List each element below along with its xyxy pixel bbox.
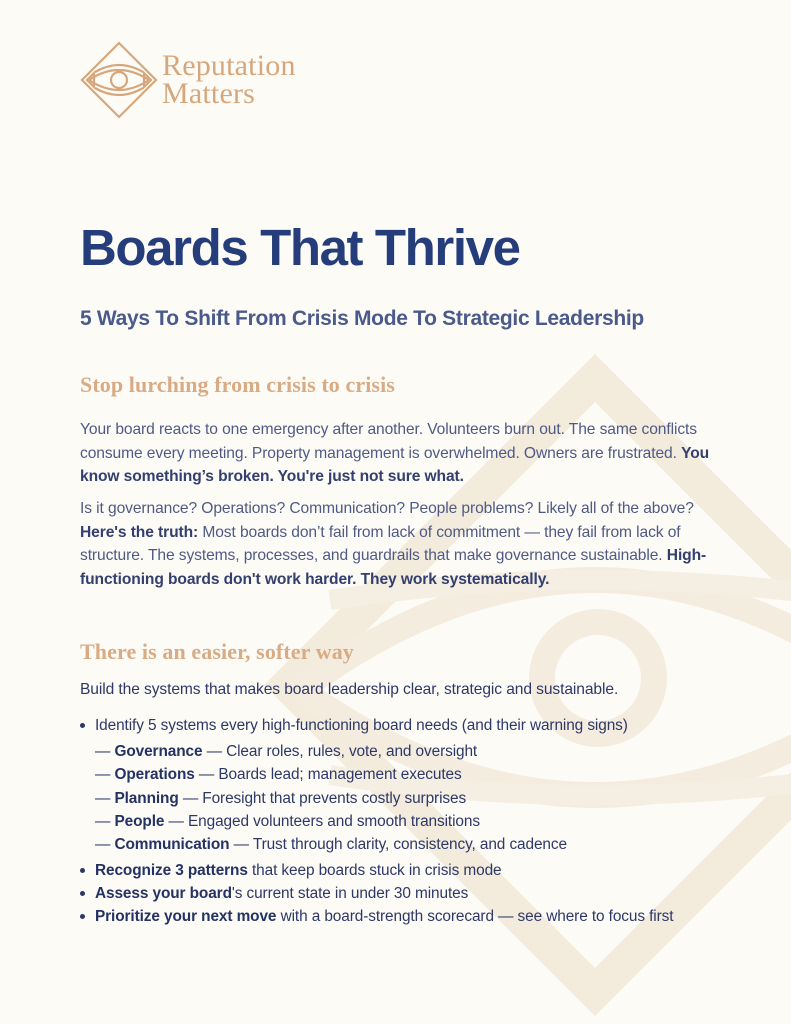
sublist-item-text: — Engaged volunteers and smooth transitions [164,812,480,830]
sublist-item-text: — Trust through clarity, consistency, and cadence [229,836,567,854]
brand-name-line2: Matters [162,77,256,110]
sublist-item-governance [95,740,673,763]
paragraph-text: Is it governance? Operations? Communication? People problems? Likely all of the above? [80,500,694,517]
dash-icon: — [95,743,115,760]
sublist-item-people [95,810,673,833]
dash-icon: — [95,812,115,830]
brand-name [162,49,296,110]
sublist-item-text: — Boards lead; management executes [194,766,462,784]
section-heading-easier-way: There is an easier, softer way [80,639,354,664]
sublist-item-communication [95,833,673,856]
list-item [80,714,673,856]
sublist-item-label: Governance [114,743,203,760]
sublist-item-planning [95,787,673,810]
sublist-item-text: — Foresight that prevents costly surprises [178,789,467,807]
brand-name-line1: Reputation [162,49,296,82]
bullet-icon [80,723,85,728]
benefits-list [80,714,673,928]
list-item-emphasis: Prioritize your next move [95,908,277,926]
brand-logo [79,40,296,120]
section-lead-text: Build the systems that makes board leadership clear, strategic and sustainable. [80,681,619,698]
sublist-item-operations [95,763,673,786]
sublist-item-label: Communication [114,836,230,854]
sublist-item-label: Planning [114,789,179,807]
section-heading-crisis: Stop lurching from crisis to crisis [80,372,395,397]
bullet-icon [80,891,85,896]
sublist-item-label: People [114,812,165,830]
bullet-icon [80,868,85,873]
diamond-eye-icon [79,40,159,120]
sublist-item-label: Operations [114,766,195,784]
list-item-text: Identify 5 systems every high-functioning board needs (and their warning signs) [95,717,628,734]
paragraph-the-truth [80,497,720,591]
paragraph-emphasis: Here's the truth: [80,523,199,541]
list-item-text: 's current state in under 30 minutes [231,885,469,903]
dash-icon: — [95,766,115,784]
list-item-emphasis: Recognize 3 patterns [95,862,248,880]
list-item [80,882,673,905]
paragraph-emphasis: You know something’s broken. You're just not sure what. [80,444,710,485]
paragraph-emphasis: High-functioning boards don't work harder. They work systematically. [80,547,707,588]
paragraph-text: Your board reacts to one emergency after another. Volunteers burn out. The same conflicts consume every meeting. Property management is overwhelmed. Owners are frustrated. [80,421,697,462]
page-subtitle: 5 Ways To Shift From Crisis Mode To Strategic Leadership [80,307,644,330]
dash-icon: — [95,836,115,854]
paragraph-text: Most boards don’t fail from lack of commitment — they fail from lack of structure. The systems, processes, and guardrails that make governance sustainable. [80,523,681,564]
bullet-icon [80,914,85,919]
list-item-emphasis: Assess your board [95,885,232,903]
dash-icon: — [95,789,115,807]
paragraph-crisis-description [80,418,720,489]
sublist-item-text: — Clear roles, rules, vote, and oversight [202,743,478,760]
systems-sublist [95,740,673,856]
page-title: Boards That Thrive [80,219,520,276]
list-item [80,905,673,928]
list-item-text: that keep boards stuck in crisis mode [247,862,502,880]
list-item [80,859,673,882]
list-item-text: with a board-strength scorecard — see where to focus first [276,908,674,926]
